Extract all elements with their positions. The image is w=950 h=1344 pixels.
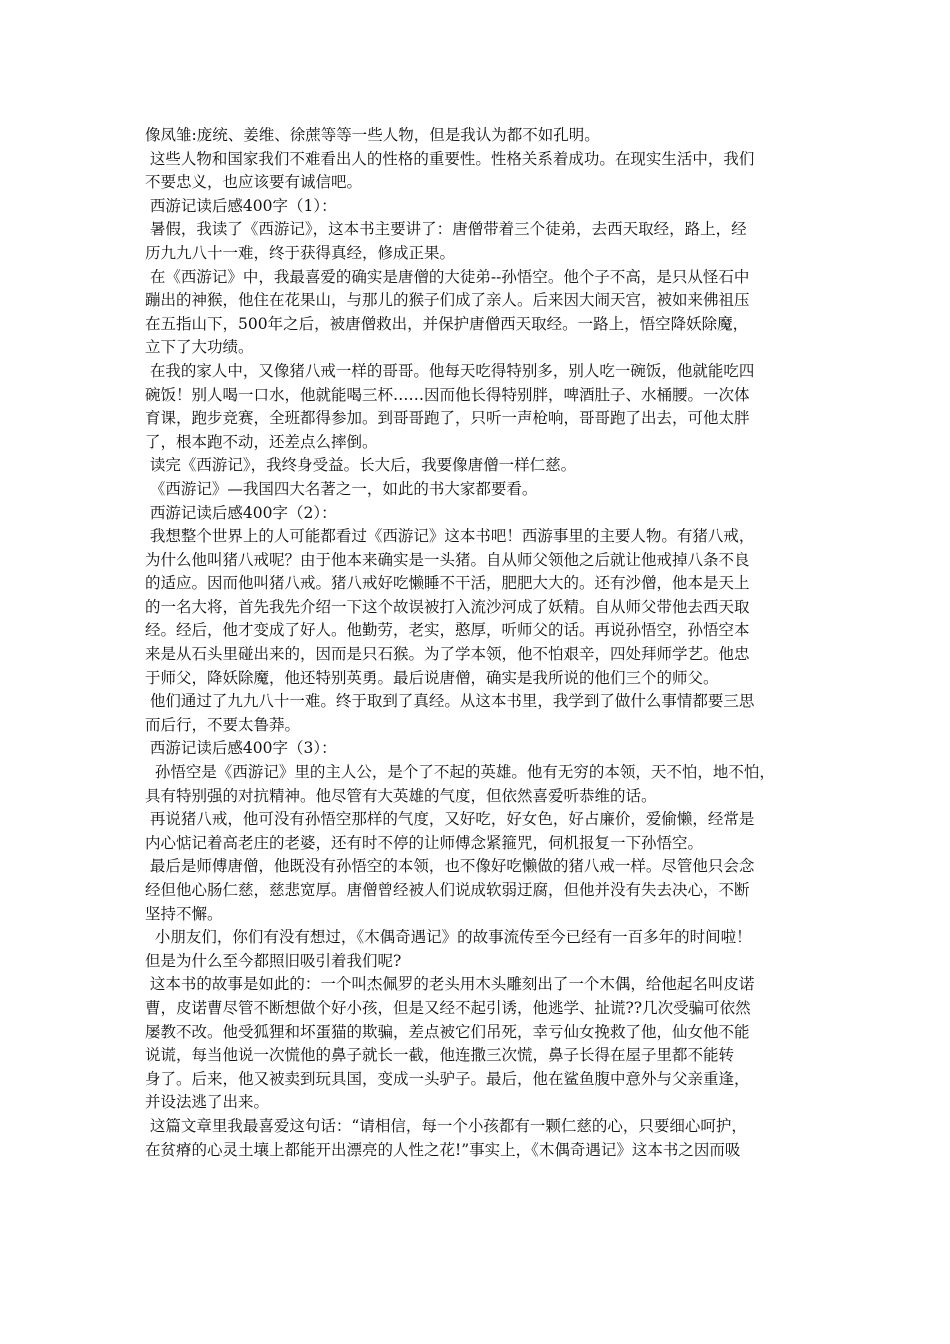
text-line: 碗饭！别人喝一口水，他就能喝三杯……因而他长得特别胖，啤酒肚子、水桶腰。一次体: [145, 385, 750, 404]
text-line: 他们通过了九九八十一难。终于取到了真经。从这本书里，我学到了做什么事情都要三思: [145, 692, 755, 711]
text-line: 身了。后来，他又被卖到玩具国，变成一头驴子。最后，他在鲨鱼腹中意外与父亲重逢，: [145, 1069, 750, 1088]
text-line: 孙悟空是《西游记》里的主人公，是个了不起的英雄。他有无穷的本领，天不怕，地不怕，: [145, 763, 775, 782]
text-line: 在《西游记》中，我最喜爱的确实是唐僧的大徒弟--孙悟空。他个子不高，是只从怪石中: [145, 267, 750, 286]
text-line: 了，根本跑不动，还差点么摔倒。: [145, 432, 378, 451]
text-line: 《西游记》—我国四大名著之一，如此的书大家都要看。: [145, 479, 538, 498]
text-line: 而后行，不要太鲁莽。: [145, 715, 301, 734]
section-heading: 西游记读后感400字（1）：: [145, 196, 337, 215]
text-line: 我想整个世界上的人可能都看过《西游记》这本书吧！西游事里的主要人物。有猪八戒，: [145, 527, 755, 546]
text-line: 像凤雏:庞统、姜维、徐蔗等等一些人物，但是我认为都不如孔明。: [145, 126, 600, 144]
text-line: 来是从石头里碰出来的，因而是只石猴。为了学本领，他不怕艰辛，四处拜师学艺。他忠: [145, 645, 750, 664]
text-line: 这本书的故事是如此的：一个叫杰佩罗的老头用木头雕刻出了一个木偶，给他起名叫皮诺: [145, 975, 755, 994]
text-line: 在我的家人中，又像猪八戒一样的哥哥。他每天吃得特别多，别人吃一碗饭，他就能吃四: [145, 361, 755, 380]
text-line: 并设法逃了出来。: [145, 1093, 270, 1112]
text-line: 曹，皮诺曹尽管不断想做个好小孩，但是又经不起引诱，他逃学、扯谎??几次受骗可依然: [145, 998, 751, 1017]
text-line: 最后是师傅唐僧，他既没有孙悟空的本领，也不像好吃懒做的猪八戒一样。尽管他只会念: [145, 857, 755, 876]
text-line: 再说猪八戒，他可没有孙悟空那样的气度，又好吃，好女色，好占廉价，爱偷懒，经常是: [145, 810, 755, 829]
text-line: 育课，跑步竞赛，全班都得参加。到哥哥跑了，只听一声枪响，哥哥跑了出去，可他太胖: [145, 409, 750, 428]
text-line: 的一名大将，首先我先介绍一下这个故误被打入流沙河成了妖精。自从师父带他去西天取: [145, 597, 750, 616]
text-line: 说谎，每当他说一次慌他的鼻子就长一截，他连撒三次慌，鼻子长得在屋子里都不能转: [145, 1046, 735, 1065]
text-line: 坚持不懈。: [145, 904, 223, 923]
text-line: 小朋友们，你们有没有想过，《木偶奇遇记》的故事流传至今已经有一百多年的时间啦！: [145, 928, 752, 947]
document-body: [145, 124, 815, 1186]
text-line: [145, 1162, 815, 1186]
text-line: 于师父，降妖除魔，他还特别英勇。最后说唐僧，确实是我所说的他们三个的师父。: [145, 668, 719, 687]
text-line: 内心惦记着高老庄的老婆，还有时不停的让师傅念紧箍咒，伺机报复一下孙悟空。: [145, 833, 704, 852]
text-line: 屡教不改。他受狐狸和坏蛋猫的欺骗，差点被它们吊死，幸亏仙女挽救了他，仙女他不能: [145, 1022, 750, 1041]
text-line: 这些人物和国家我们不难看出人的性格的重要性。性格关系着成功。在现实生活中，我们: [145, 149, 755, 168]
text-line: 不要忠义，也应该要有诚信吧。: [145, 173, 363, 192]
section-heading: 西游记读后感400字（3）：: [145, 739, 337, 758]
text-line: 历九九八十一难，终于获得真经，修成正果。: [145, 243, 456, 262]
text-line: 经。经后，他才变成了好人。他勤劳，老实，憨厚，听师父的话。再说孙悟空，孙悟空本: [145, 621, 750, 640]
section-heading: 西游记读后感400字（2）：: [145, 503, 337, 522]
text-line: 经但他心肠仁慈，慈悲宽厚。唐僧曾经被人们说成软弱迂腐，但他并没有失去决心，不断: [145, 881, 750, 899]
text-line: 在五指山下，500年之后，被唐僧救出，并保护唐僧西天取经。一路上，悟空降妖除魔，: [145, 314, 749, 333]
text-line: 立下了大功绩。: [145, 338, 254, 357]
text-line: 这篇文章里我最喜爱这句话：“请相信，每一个小孩都有一颗仁慈的心，只要细心呵护，: [145, 1116, 747, 1135]
text-line: 的适应。因而他叫猪八戒。猪八戒好吃懒睡不干活，肥肥大大的。还有沙僧，他本是天上: [145, 574, 750, 593]
text-line: 具有特别强的对抗精神。他尽管有大英雄的气度，但依然喜爱听恭维的话。: [145, 786, 657, 805]
text-line: 蹦出的神猴，他住在花果山，与那儿的猴子们成了亲人。后来因大闹天宫，被如来佛祖压: [145, 291, 750, 310]
text-line: 在贫瘠的心灵土壤上都能开出漂亮的人性之花!”事实上，《木偶奇遇记》这本书之因而吸: [145, 1140, 741, 1159]
text-line: 但是为什么至今都照旧吸引着我们呢?: [145, 951, 402, 970]
text-line: 暑假，我读了《西游记》，这本书主要讲了：唐僧带着三个徒弟，去西天取经，路上，经: [145, 220, 747, 239]
text-line: 读完《西游记》，我终身受益。长大后，我要像唐僧一样仁慈。: [145, 456, 577, 475]
text-line: 为什么他叫猪八戒呢？由于他本来确实是一头猪。自从师父领他之后就让他戒掉八条不良: [145, 550, 750, 569]
